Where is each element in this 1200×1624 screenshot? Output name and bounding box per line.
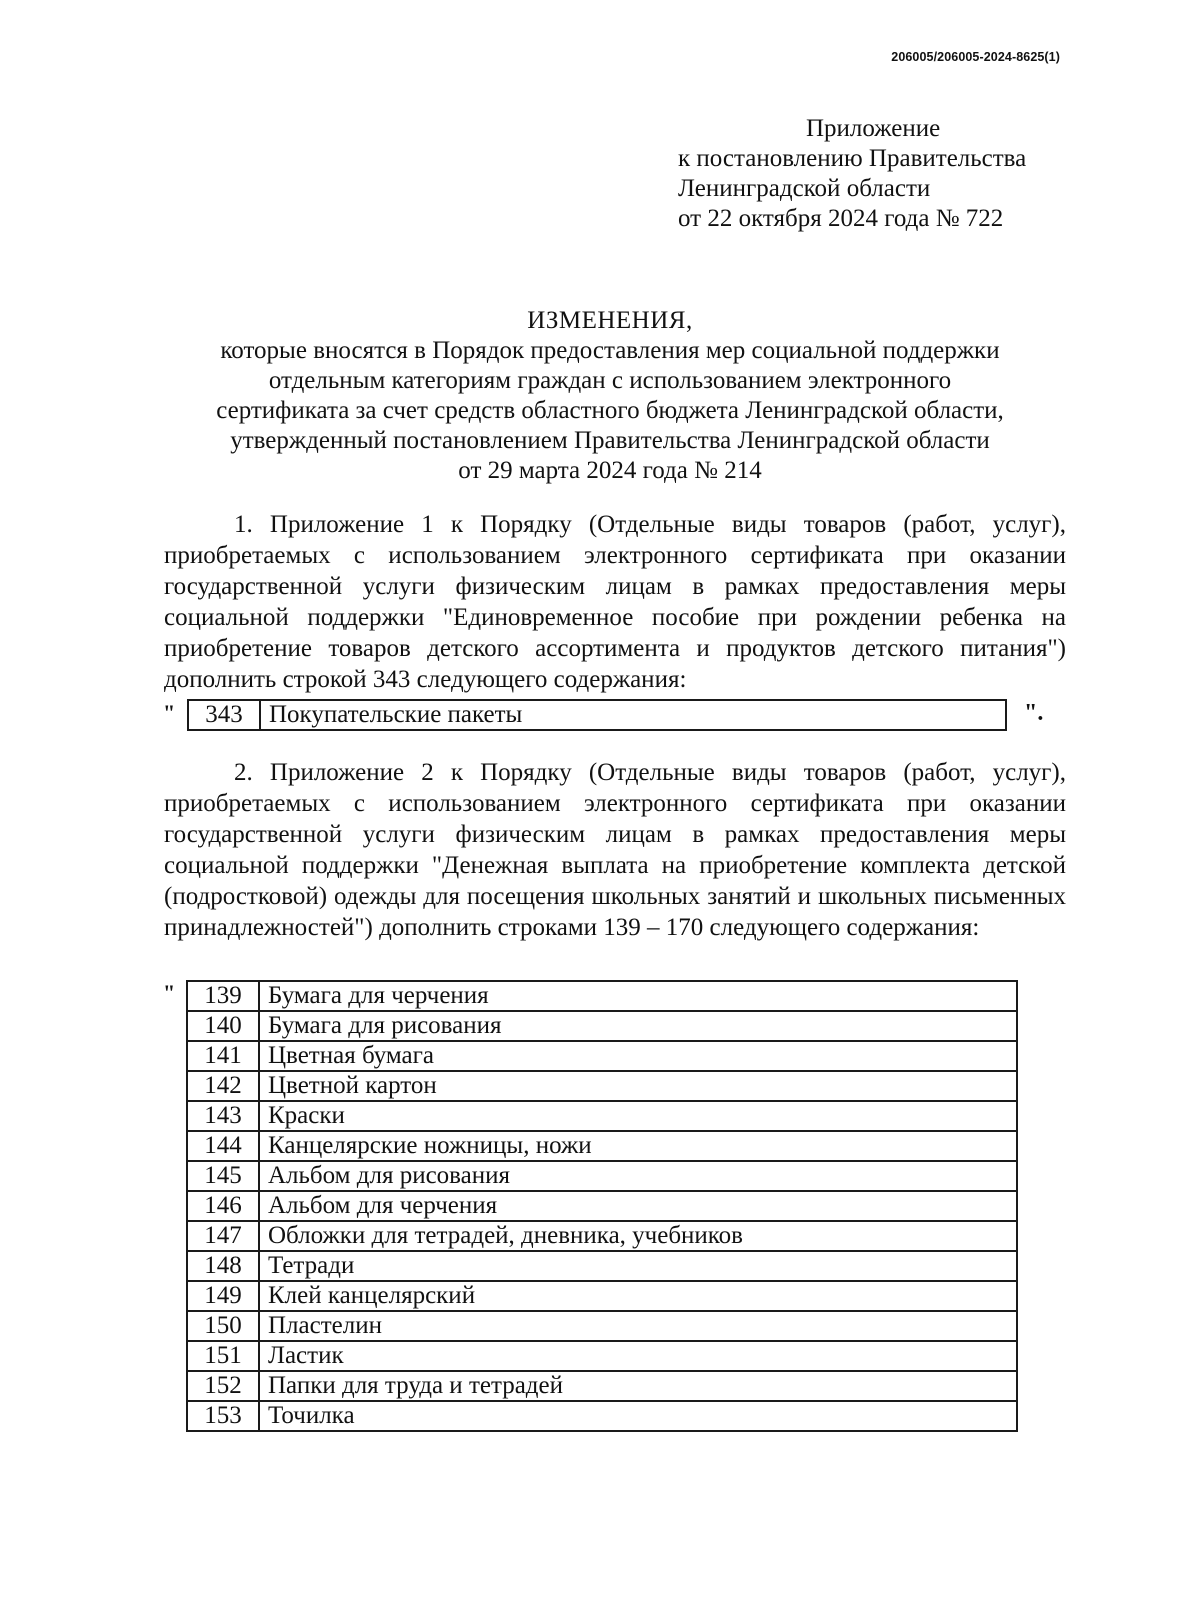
row-item-name: Цветной картон: [259, 1071, 1017, 1101]
section-1-table: [187, 699, 1007, 731]
table-row: [187, 1101, 1017, 1131]
section-1-paragraph: 1. Приложение 1 к Порядку (Отдельные виды товаров (работ, услуг), приобретаемых с использованием электронного сертификата при оказании государственной услуги физическим лицам в рамках предоставления меры социальной поддержки "Единовременное пособие при рождении ребенка на приобретение товаров детского ассортимента и продуктов детского питания") дополнить строкой 343 следующего содержания:: [164, 511, 1066, 693]
row-item-name: Обложки для тетрадей, дневника, учебников: [259, 1221, 1017, 1251]
row-number: 144: [187, 1131, 259, 1161]
close-quote-mark: ".: [1024, 700, 1044, 726]
row-number: 150: [187, 1311, 259, 1341]
table-row: [187, 1251, 1017, 1281]
table-row: [187, 1281, 1017, 1311]
row-item-name: Бумага для рисования: [259, 1011, 1017, 1041]
row-number: 151: [187, 1341, 259, 1371]
open-quote-mark: ": [163, 700, 176, 725]
row-number: 152: [187, 1371, 259, 1401]
document-registration-number: 206005/206005-2024-8625(1): [891, 50, 1060, 64]
row-item-name: Клей канцелярский: [259, 1281, 1017, 1311]
row-number: 143: [187, 1101, 259, 1131]
table-row: [187, 1191, 1017, 1221]
row-number: 146: [187, 1191, 259, 1221]
title-line: утвержденный постановлением Правительства Ленинградской области: [230, 427, 990, 454]
title-line: сертификата за счет средств областного бюджета Ленинградской области,: [216, 397, 1004, 424]
title-line: от 29 марта 2024 года № 214: [458, 457, 762, 484]
row-item-name: Краски: [259, 1101, 1017, 1131]
appendix-line: к постановлению Правительства: [678, 145, 1027, 172]
row-item-name: Бумага для черчения: [259, 981, 1017, 1011]
appendix-line: Ленинградской области: [678, 175, 931, 202]
row-item-name: Ластик: [259, 1341, 1017, 1371]
appendix-line: от 22 октября 2024 года № 722: [678, 205, 1004, 232]
row-number: 141: [187, 1041, 259, 1071]
row-item-name: Покупательские пакеты: [260, 700, 1006, 730]
row-number: 145: [187, 1161, 259, 1191]
table-row: [187, 1371, 1017, 1401]
table-row: [187, 1071, 1017, 1101]
row-number: 148: [187, 1251, 259, 1281]
row-number: 343: [188, 700, 260, 730]
row-item-name: Канцелярские ножницы, ножи: [259, 1131, 1017, 1161]
row-item-name: Альбом для черчения: [259, 1191, 1017, 1221]
table-row: [187, 1011, 1017, 1041]
row-item-name: Цветная бумага: [259, 1041, 1017, 1071]
table-row: [187, 1221, 1017, 1251]
table-row: [187, 1401, 1017, 1431]
title-line: которые вносятся в Порядок предоставления мер социальной поддержки: [220, 337, 1000, 364]
table-row: [187, 1311, 1017, 1341]
appendix-line: Приложение: [806, 115, 941, 142]
row-number: 153: [187, 1401, 259, 1431]
row-item-name: Папки для труда и тетрадей: [259, 1371, 1017, 1401]
section-2-paragraph: 2. Приложение 2 к Порядку (Отдельные виды товаров (работ, услуг), приобретаемых с использованием электронного сертификата при оказании государственной услуги физическим лицам в рамках предоставления меры социальной поддержки "Денежная выплата на приобретение комплекта детской (подростковой) одежды для посещения школьных занятий и школьных письменных принадлежностей") дополнить строками 139 – 170 следующего содержания:: [164, 759, 1066, 941]
row-item-name: Пластелин: [259, 1311, 1017, 1341]
row-item-name: Альбом для рисования: [259, 1161, 1017, 1191]
title-heading: ИЗМЕНЕНИЯ,: [527, 307, 693, 334]
table-row: [188, 700, 1006, 730]
table-row: [187, 1131, 1017, 1161]
row-number: 147: [187, 1221, 259, 1251]
row-number: 140: [187, 1011, 259, 1041]
open-quote-mark: ": [163, 980, 176, 1005]
row-number: 139: [187, 981, 259, 1011]
table-row: [187, 981, 1017, 1011]
title-line: отдельным категориям граждан с использованием электронного: [268, 367, 952, 394]
row-number: 142: [187, 1071, 259, 1101]
table-row: [187, 1041, 1017, 1071]
row-item-name: Точилка: [259, 1401, 1017, 1431]
table-row: [187, 1161, 1017, 1191]
row-item-name: Тетради: [259, 1251, 1017, 1281]
section-2-table: [186, 980, 1018, 1432]
appendix-header: [678, 114, 1026, 234]
row-number: 149: [187, 1281, 259, 1311]
table-row: [187, 1341, 1017, 1371]
document-title: [150, 306, 1070, 486]
